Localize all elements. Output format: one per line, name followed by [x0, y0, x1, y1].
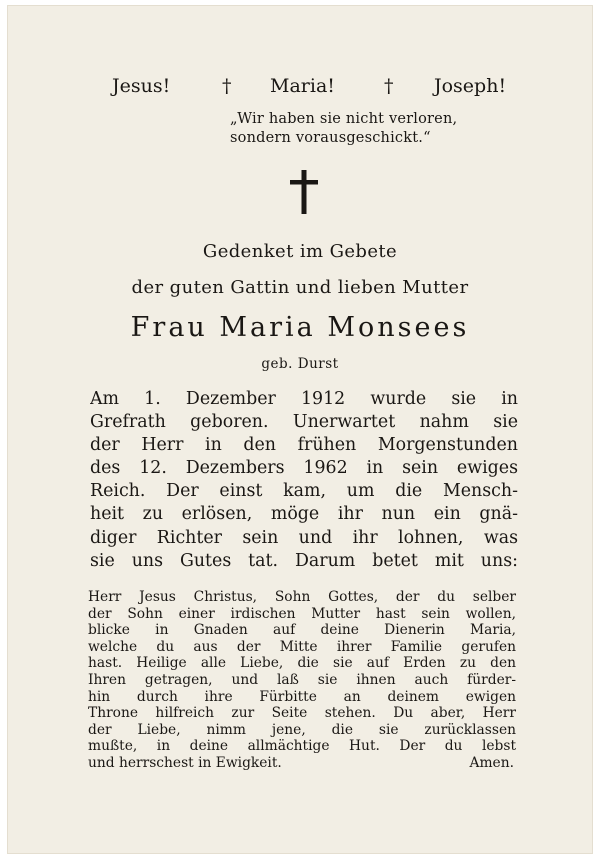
intro-line: Gedenket im Gebete — [202, 241, 398, 262]
biography-line: heit zu erlösen, möge ihr nun ein gnä- — [90, 504, 518, 525]
biography-line: der Herr in den frühen Morgenstunden — [90, 435, 518, 456]
quote-line: „Wir haben sie nicht verloren, — [230, 111, 458, 127]
prayer-line: Herr Jesus Christus, Sohn Gottes, der du selber — [88, 589, 516, 605]
biography-line: diger Richter sein und ihr lohnen, was — [90, 527, 518, 548]
prayer-line: hast. Heilige alle Liebe, die sie auf Erden zu den — [88, 655, 516, 672]
name-joseph: Joseph! — [434, 75, 507, 97]
prayer-line: und herrschest in Ewigkeit. — [88, 754, 282, 771]
biography — [90, 388, 518, 573]
cross-icon — [290, 170, 318, 214]
biography-line: Reich. Der einst kam, um die Mensch- — [90, 481, 518, 502]
dagger-cross-icon: † — [384, 75, 394, 97]
prayer-line: der Sohn einer irdischen Mutter hast sein wollen, — [88, 605, 516, 622]
biography-line: Am 1. Dezember 1912 wurde sie in — [90, 389, 518, 409]
quote-line: sondern vorausgeschickt.“ — [230, 130, 431, 146]
amen: Amen. — [469, 754, 514, 771]
intro-line: der guten Gattin und lieben Mutter — [131, 277, 469, 298]
prayer-line: hin durch ihre Fürbitte an deinem ewigen — [88, 688, 516, 705]
cross-vertical-beam — [302, 170, 307, 214]
deceased-name: Frau Maria Monsees — [130, 312, 470, 343]
prayer-line: Throne hilfreich zur Seite stehen. Du aber, Herr — [88, 705, 516, 722]
dagger-cross-icon: † — [222, 75, 232, 97]
prayer-last-line — [88, 755, 516, 772]
biography-line: sie uns Gutes tat. Darum betet mit uns: — [90, 550, 518, 571]
name-jesus: Jesus! — [112, 75, 171, 97]
name-maria: Maria! — [270, 75, 335, 97]
biography-line: des 12. Dezembers 1962 in sein ewiges — [90, 458, 518, 479]
prayer — [88, 589, 516, 772]
birth-name: geb. Durst — [261, 356, 339, 372]
prayer-line: der Liebe, nimm jene, die sie zurücklassen — [88, 721, 516, 738]
biography-line: Grefrath geboren. Unerwartet nahm sie — [90, 412, 518, 433]
prayer-line: mußte, in deine allmächtige Hut. Der du lebst — [88, 738, 516, 755]
prayer-line: Ihren getragen, und laß sie ihnen auch fürder- — [88, 671, 516, 688]
holy-names-header — [112, 75, 522, 99]
cross-horizontal-beam — [290, 180, 318, 185]
intro-text — [0, 234, 600, 306]
quote — [230, 110, 530, 148]
prayer-line: blicke in Gnaden auf deine Dienerin Maria, — [88, 622, 516, 639]
prayer-line: welche du aus der Mitte ihrer Familie gerufen — [88, 638, 516, 655]
